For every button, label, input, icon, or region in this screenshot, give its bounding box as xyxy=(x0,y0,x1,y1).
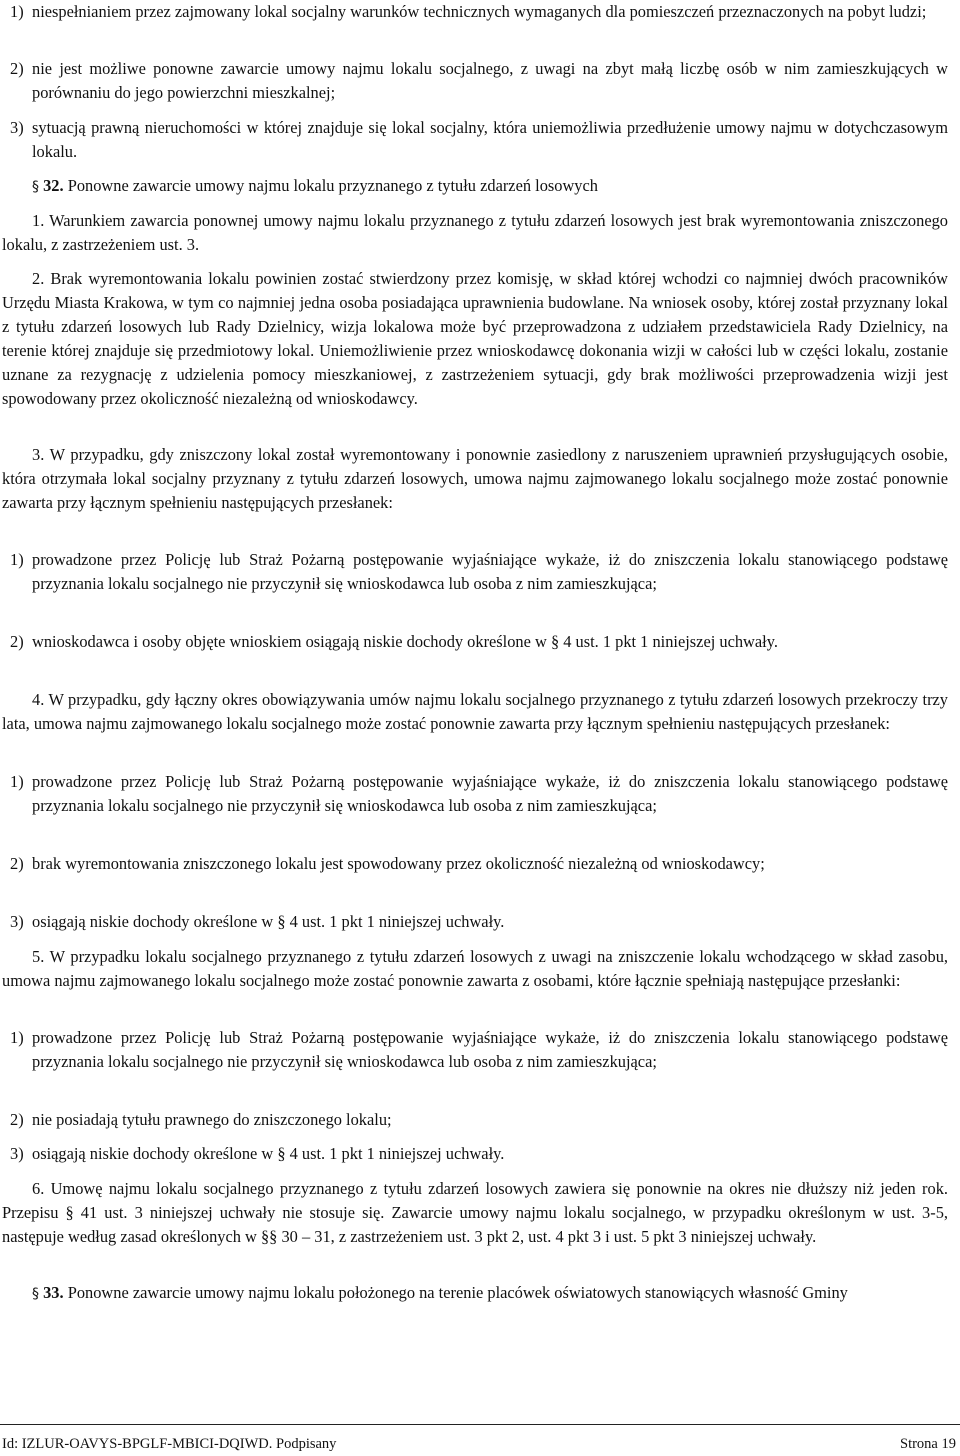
list-item-text: wnioskodawca i osoby objęte wnioskiem osiągają niskie dochody określone w § 4 ust. 1 pkt 1 niniejszej uchwały. xyxy=(32,632,778,651)
list-item-text: prowadzone przez Policję lub Straż Pożarną postępowanie wyjaśniające wykaże, iż do zniszczenia lokalu stanowiącego podstawę przyznania lokalu socjalnego nie przyczynił się wnioskodawca lub osoba z nim zamieszkująca; xyxy=(32,550,948,593)
list-item-number: 2) xyxy=(10,632,24,651)
page-number: Strona 19 xyxy=(900,1436,956,1452)
section-number: 33. xyxy=(43,1283,64,1302)
paragraph-6: 6. Umowę najmu lokalu socjalnego przyznanego z tytułu zdarzeń losowych zawiera się ponownie na okres nie dłuższy niż jeden rok. Przepisu § 41 ust. 3 niniejszej uchwały nie stosuje się. Zawarcie umowy najmu lokalu socjalnego, w przypadku określonym w ust. 3-5, następuje według zasad określonych w §§ 30 – 31, z zastrzeżeniem ust. 3 pkt 2, ust. 4 pkt 3 i ust. 5 pkt 3 niniejszej uchwały. xyxy=(2,1179,948,1246)
list-item-text: osiągają niskie dochody określone w § 4 ust. 1 pkt 1 niniejszej uchwały. xyxy=(32,1144,505,1163)
list-item-number: 1) xyxy=(10,1028,24,1047)
section-heading-32 xyxy=(32,174,598,199)
paragraph-5: 5. W przypadku lokalu socjalnego przyznanego z tytułu zdarzeń losowych z uwagi na zniszczenie lokalu wchodzącego w skład zasobu, umowa najmu zajmowanego lokalu socjalnego może zostać ponownie zawarta z osobami, które łącznie spełniają następujące przesłanki: xyxy=(2,947,948,990)
list-item-text: sytuacją prawną nieruchomości w której znajduje się lokal socjalny, która uniemożliwia przedłużenie umowy najmu w dotychczasowym lokalu. xyxy=(32,118,948,161)
list-item-number: 3) xyxy=(10,1144,24,1163)
list-item-number: 1) xyxy=(10,550,24,569)
list-item xyxy=(10,770,948,818)
section-title: Ponowne zawarcie umowy najmu lokalu przyznanego z tytułu zdarzeń losowych xyxy=(67,176,598,195)
list-item xyxy=(10,1026,948,1074)
list-item xyxy=(10,1108,948,1132)
list-item-number: 2) xyxy=(10,59,24,78)
document-id: Id: IZLUR-OAVYS-BPGLF-MBICI-DQIWD. Podpisany xyxy=(2,1436,337,1452)
list-item xyxy=(10,852,948,876)
paragraph-2: 2. Brak wyremontowania lokalu powinien zostać stwierdzony przez komisję, w skład której wchodzi co najmniej dwóch pracowników Urzędu Miasta Krakowa, w tym co najmniej jedna osoba posiadająca uprawnienia budowlane. Na wniosek osoby, której został przyznany lokal z tytułu zdarzeń losowych lub Rady Dzielnicy, wizja lokalowa może być przeprowadzona z udziałem przedstawiciela Rady Dzielnicy, na terenie której znajduje się przedmiotowy lokal. Uniemożliwienie przez wnioskodawcę dokonania wizji w całości lub w części lokalu, zostanie uznane za rezygnację z udzielenia pomocy mieszkaniowej, z zastrzeżeniem sytuacji, gdy brak możliwości przeprowadzenia wizji jest spowodowany przez okoliczność niezależną od wnioskodawcy. xyxy=(2,269,948,408)
list-item-text: brak wyremontowania zniszczonego lokalu jest spowodowany przez okoliczność niezależną od wnioskodawcy; xyxy=(32,854,765,873)
footer-divider xyxy=(0,1424,960,1425)
list-item-text: nie jest możliwe ponowne zawarcie umowy najmu lokalu socjalnego, z uwagi na zbyt małą liczbę osób w nim zamieszkujących w porównaniu do jego powierzchni mieszkalnej; xyxy=(32,59,948,102)
list-item-text: osiągają niskie dochody określone w § 4 ust. 1 pkt 1 niniejszej uchwały. xyxy=(32,912,505,931)
list-item-text: prowadzone przez Policję lub Straż Pożarną postępowanie wyjaśniające wykaże, iż do zniszczenia lokalu stanowiącego podstawę przyznania lokalu socjalnego nie przyczynił się wnioskodawca lub osoba z nim zamieszkująca; xyxy=(32,772,948,815)
list-item-number: 3) xyxy=(10,118,24,137)
list-item xyxy=(10,910,948,934)
list-item-number: 3) xyxy=(10,912,24,931)
section-number: 32. xyxy=(43,176,64,195)
list-item-text: nie posiadają tytułu prawnego do zniszczonego lokalu; xyxy=(32,1110,392,1129)
section-sign: § xyxy=(32,179,39,195)
list-item-text: prowadzone przez Policję lub Straż Pożarną postępowanie wyjaśniające wykaże, iż do zniszczenia lokalu stanowiącego podstawę przyznania lokalu socjalnego nie przyczynił się wnioskodawca lub osoba z nim zamieszkująca; xyxy=(32,1028,948,1071)
paragraph-3: 3. W przypadku, gdy zniszczony lokal został wyremontowany i ponownie zasiedlony z naruszeniem uprawnień przysługujących osobie, która otrzymała lokal socjalny przyznany z tytułu zdarzeń losowych, umowa najmu zajmowanego lokalu socjalnego może zostać ponownie zawarta przy łącznym spełnieniu następujących przesłanek: xyxy=(2,445,948,512)
section-heading-33 xyxy=(2,1281,948,1306)
list-item-number: 1) xyxy=(10,2,24,21)
list-item-text: niespełnianiem przez zajmowany lokal socjalny warunków technicznych wymaganych dla pomieszczeń przeznaczonych na pobyt ludzi; xyxy=(32,2,927,21)
list-item-number: 1) xyxy=(10,772,24,791)
list-item xyxy=(10,548,948,596)
list-item xyxy=(10,630,948,654)
list-item xyxy=(10,1142,948,1166)
section-sign: § xyxy=(32,1286,39,1302)
list-item xyxy=(10,0,948,24)
list-item-number: 2) xyxy=(10,854,24,873)
list-item xyxy=(10,57,948,105)
list-item-number: 2) xyxy=(10,1110,24,1129)
section-title: Ponowne zawarcie umowy najmu lokalu położonego na terenie placówek oświatowych stanowiących własność Gminy xyxy=(67,1283,848,1302)
paragraph-1: 1. Warunkiem zawarcia ponownej umowy najmu lokalu przyznanego z tytułu zdarzeń losowych jest brak wyremontowania zniszczonego lokalu, z zastrzeżeniem ust. 3. xyxy=(2,211,948,254)
paragraph-4: 4. W przypadku, gdy łączny okres obowiązywania umów najmu lokalu socjalnego przyznanego z tytułu zdarzeń losowych przekroczy trzy lata, umowa najmu zajmowanego lokalu socjalnego może zostać ponownie zawarta przy łącznym spełnieniu następujących przesłanek: xyxy=(2,690,948,733)
list-item xyxy=(10,116,948,164)
